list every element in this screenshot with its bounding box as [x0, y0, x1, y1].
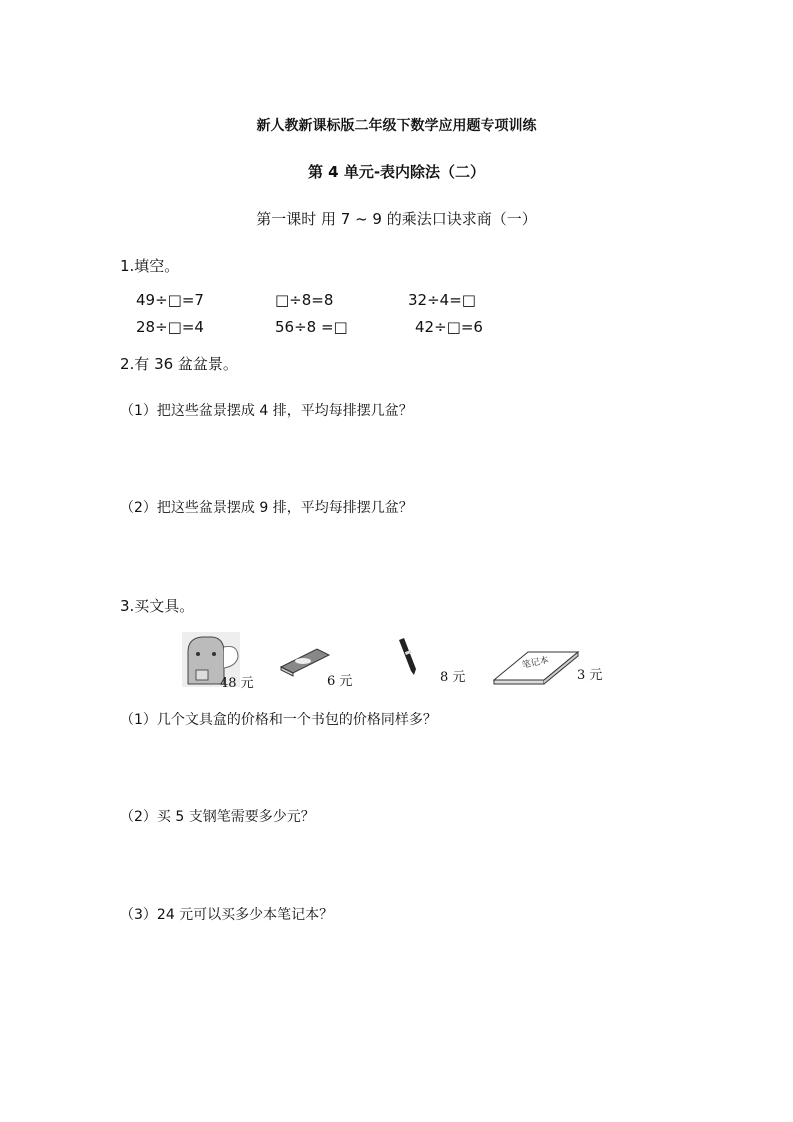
page-title: 新人教新课标版二年级下数学应用题专项训练	[256, 118, 537, 134]
q2-part: （2）把这些盆景摆成 9 排，平均每排摆几盆？	[120, 500, 413, 516]
equation: 28÷□=4	[136, 318, 204, 336]
q3-heading: 3.买文具。	[120, 597, 195, 615]
q2-heading: 2.有 36 盆盆景。	[120, 355, 238, 373]
q3-part: （3）24 元可以买多少本笔记本？	[120, 907, 334, 923]
unit-title: 第 4 单元-表内除法（二）	[307, 163, 486, 181]
equation: 42÷□=6	[415, 318, 483, 336]
lesson-title: 第一课时 用 7 ~ 9 的乘法口诀求商（一）	[256, 210, 537, 228]
equation: 56÷8 =□	[275, 318, 348, 336]
equation: □÷8=8	[275, 291, 334, 309]
q3-part: （2）买 5 支钢笔需要多少元？	[120, 809, 315, 825]
pen-image	[396, 637, 420, 677]
schoolbag-price: 48 元	[220, 676, 254, 691]
pencil-box-image	[279, 645, 331, 677]
q2-part: （1）把这些盆景摆成 4 排，平均每排摆几盆？	[120, 403, 413, 419]
equation: 49÷□=7	[136, 291, 204, 309]
pen-price: 8 元	[440, 670, 466, 685]
notebook-label: 笔记本	[521, 655, 550, 671]
q3-part: （1）几个文具盒的价格和一个书包的价格同样多？	[120, 712, 437, 728]
pencil-box-price: 6 元	[327, 674, 353, 689]
notebook-image	[492, 650, 580, 686]
q1-heading: 1.填空。	[120, 257, 180, 275]
equation: 32÷4=□	[408, 291, 476, 309]
notebook-price: 3 元	[577, 668, 603, 683]
